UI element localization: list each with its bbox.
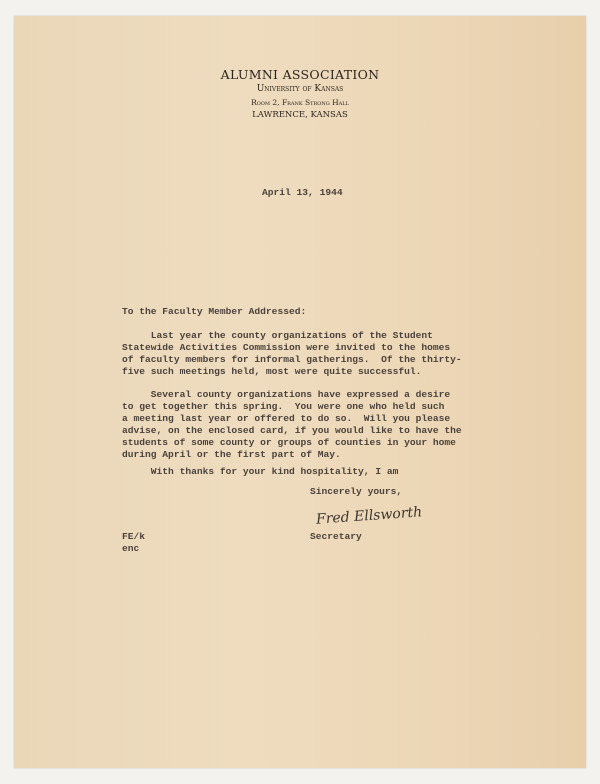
paragraph-2: Several county organizations have expressed a desire to get together this spring. You were one who held such a meeting last year or offered to do so. Will you please advise, on the enclosed card, if you would like to have the students of some county or groups of counties in your home during April or the first part of May.	[122, 389, 462, 460]
letterhead-university: University of Kansas	[256, 84, 344, 94]
letter-date: April 13, 1944	[262, 187, 343, 198]
closing-line: With thanks for your kind hospitality, I am	[122, 466, 399, 477]
complimentary-close: Sincerely yours,	[310, 486, 403, 497]
salutation: To the Faculty Member Addressed:	[122, 306, 307, 317]
letterhead-room: Room 2, Frank Strong Hall	[251, 98, 349, 107]
letterhead-city: LAWRENCE, KANSAS	[252, 110, 348, 120]
paragraph-1: Last year the county organizations of the Student Statewide Activities Commission were invited to the homes of faculty members for informal gatherings. Of the thirty- five such meetings held, most were quite successful.	[122, 330, 462, 377]
signer-title: Secretary	[310, 531, 362, 542]
signature: Fred Ellsworth	[315, 504, 423, 528]
reference-initials: FE/k	[122, 531, 146, 542]
enclosure-note: enc	[122, 543, 140, 554]
letterhead-organization: ALUMNI ASSOCIATION	[220, 67, 380, 82]
